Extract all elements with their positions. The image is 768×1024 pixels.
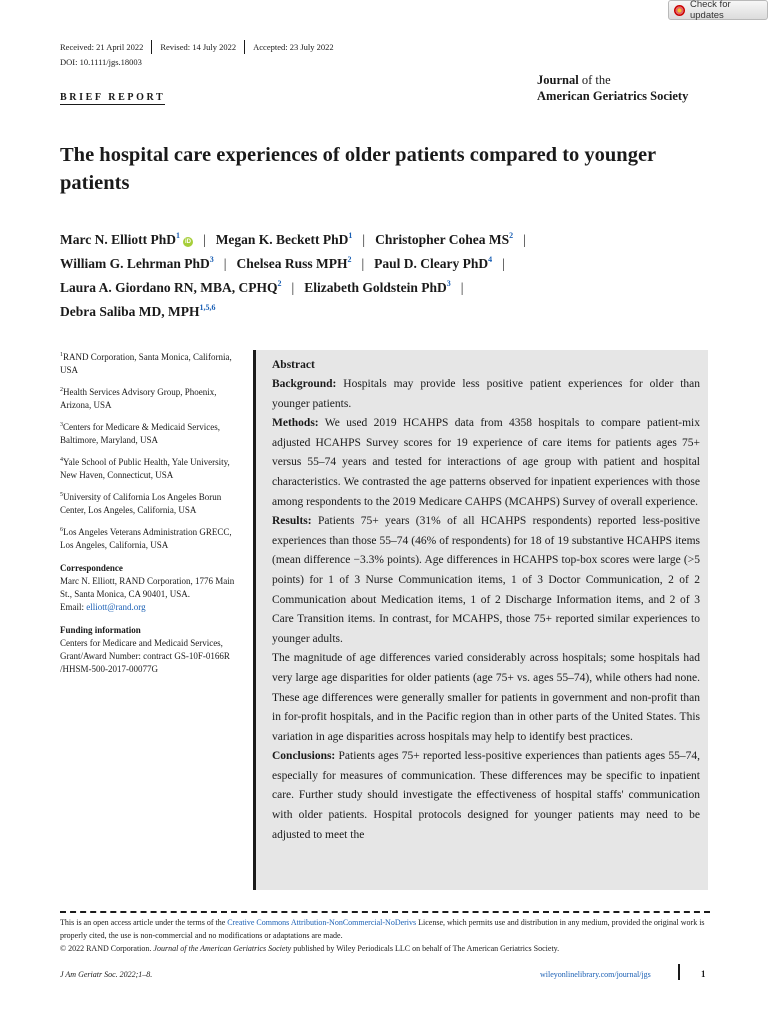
methods-text: We used 2019 HCAHPS data from 4358 hospitals to compare patient-mix adjusted HCAHPS Survey scores for 19 experience of care items for patients ages 75+ versus 55–74 years and tested for interactions of age group with patient and hospital characteristics. We contrasted the age patterns observed for inpatient experiences with those among respondents to the 2019 Medicare CAHPS (MCAHPS) Survey of overall experience.	[272, 417, 700, 508]
affiliation-text: RAND Corporation, Santa Monica, California, USA	[60, 352, 232, 375]
journal-url-link[interactable]: wileyonlinelibrary.com/journal/jgs	[540, 970, 651, 979]
journal-society: American Geriatrics Society	[537, 89, 689, 103]
journal-name	[537, 72, 688, 104]
affiliation-text: Health Services Advisory Group, Phoenix, Arizona, USA	[60, 387, 217, 410]
correspondence-address: Marc N. Elliott, RAND Corporation, 1776 Main St., Santa Monica, CA 90401, USA.	[60, 576, 235, 599]
email-label: Email:	[60, 602, 87, 612]
article-history	[60, 40, 342, 54]
revised-date: Revised: 14 July 2022	[160, 42, 237, 52]
abstract-results-continued: The magnitude of age differences varied considerably across hospitals; some hospitals had very large age disparities for older patients (age 75+ vs. ages 55–74), while others had none. These age differences were generally smaller for patients in government and non-profit than in for-profit hospitals, and in the Pacific region than in other parts of the United States. This variation in age disparities across hospitals may help to identify best practices.	[272, 652, 700, 743]
license-text-post: License, which permits use and distribution in any medium, provided the original work is properly cited, the use is non-commercial and no modifications or adaptations are made.	[60, 918, 705, 940]
abstract-conclusions	[272, 747, 700, 845]
sidebar-info	[60, 349, 245, 684]
copyright-text: © 2022 RAND Corporation.	[60, 944, 154, 953]
author-affiliation-sup[interactable]: 1	[348, 231, 353, 240]
author-affiliation-sup[interactable]: 2	[509, 231, 514, 240]
page-number: 1	[701, 969, 706, 979]
license-notice	[60, 916, 710, 955]
correspondence-heading: Correspondence	[60, 563, 123, 573]
results-label: Results:	[272, 515, 312, 528]
funding-text: Centers for Medicare and Medicaid Services, Grant/Award Number: contract GS-10F-0166R /HHSM-500-2017-00077G	[60, 638, 230, 674]
affiliation-text: Los Angeles Veterans Administration GRECC, Los Angeles, California, USA	[60, 527, 232, 550]
author-affiliation-sup[interactable]: 3	[209, 255, 214, 264]
footer-separator	[678, 964, 680, 980]
affiliation-number: 1	[60, 352, 63, 358]
affiliation	[60, 419, 245, 447]
copyright-publisher: published by Wiley Periodicals LLC on behalf of The American Geriatrics Society.	[291, 944, 560, 953]
abstract-results	[272, 512, 700, 649]
author-name[interactable]: Megan K. Beckett PhD	[215, 232, 349, 247]
affiliation-number: 5	[60, 492, 63, 498]
license-text-pre: This is an open access article under the terms of the	[60, 918, 228, 927]
author-name[interactable]: William G. Lehrman PhD	[60, 256, 210, 271]
background-label: Background:	[272, 378, 337, 390]
article-title: The hospital care experiences of older patients compared to younger patients	[60, 144, 656, 194]
license-link[interactable]: Creative Commons Attribution-NonCommercial-NoDerivs	[227, 918, 417, 927]
email-link[interactable]: elliott@rand.org	[86, 602, 146, 612]
conclusions-label: Conclusions:	[272, 750, 336, 763]
affiliation-number: 2	[60, 387, 63, 393]
author-affiliation-sup[interactable]: 3	[446, 279, 451, 288]
accepted-date: Accepted: 23 July 2022	[253, 42, 334, 52]
funding-heading: Funding information	[60, 625, 141, 635]
affiliation	[60, 454, 245, 482]
abstract-methods	[272, 414, 700, 512]
abstract-heading: Abstract	[272, 359, 315, 371]
received-date: Received: 21 April 2022	[60, 42, 144, 52]
author-affiliation-sup[interactable]: 1,5,6	[199, 303, 216, 312]
affiliation-number: 4	[60, 457, 63, 463]
journal-name-bold: Journal	[537, 73, 579, 87]
footer-citation: J Am Geriatr Soc. 2022;1–8.	[60, 970, 153, 979]
check-for-updates-button[interactable]	[668, 0, 768, 20]
background-text: Hospitals may provide less positive patient experiences for older than younger patients.	[272, 378, 700, 410]
section-label: BRIEF REPORT	[60, 92, 166, 103]
affiliation-text: University of California Los Angeles Borun Center, Los Angeles, California, USA	[60, 492, 222, 515]
correspondence-text	[60, 575, 245, 614]
abstract-background	[272, 375, 700, 414]
author-name[interactable]: Marc N. Elliott PhD	[60, 232, 176, 247]
crossmark-icon	[674, 5, 685, 16]
author-name[interactable]: Laura A. Giordano RN, MBA, CPHQ	[60, 280, 278, 295]
footer-divider	[60, 911, 710, 913]
affiliation-text: Yale School of Public Health, Yale University, New Haven, Connecticut, USA	[60, 457, 230, 480]
author-name[interactable]: Elizabeth Goldstein PhD	[304, 280, 447, 295]
check-for-updates-label: Check for updates	[689, 0, 731, 21]
author-name[interactable]: Christopher Cohea MS	[375, 232, 510, 247]
copyright-journal: Journal of the American Geriatrics Society	[153, 944, 292, 953]
author-affiliation-sup[interactable]: 1	[175, 231, 180, 240]
author-affiliation-sup[interactable]: 2	[347, 255, 352, 264]
journal-name-rest: of the	[578, 73, 611, 87]
affiliation-number: 6	[60, 527, 63, 533]
author-affiliation-sup[interactable]: 2	[277, 279, 282, 288]
doi: DOI: 10.1111/jgs.18003	[60, 57, 142, 67]
results-text: Patients 75+ years (31% of all HCAHPS respondents) reported less-positive experiences than those 55–74 (46% of respondents) for 18 of 19 substantive HCAHPS items (mean difference −3.3% points). Age differences in HCAHPS top-box scores were large (>5 points) for 1 of 3 Nurse Communication items, 1 of 3 Doctor Communication, 2 of 2 Communication about Medication items, 1 of 2 Discharge Information items, and 2 of 3 Care Transition items. In contrast, for MCAHPS, those 75+ reported similar experiences to younger adults.	[272, 515, 700, 645]
abstract-box	[253, 350, 708, 890]
affiliation	[60, 524, 245, 552]
author-name[interactable]: Chelsea Russ MPH	[236, 256, 348, 271]
methods-label: Methods:	[272, 417, 319, 430]
orcid-icon[interactable]: iD	[184, 239, 191, 245]
affiliation-text: Centers for Medicare & Medicaid Services, Baltimore, Maryland, USA	[60, 422, 220, 445]
author-name[interactable]: Debra Saliba MD, MPH	[60, 304, 200, 319]
affiliation	[60, 349, 245, 377]
affiliation	[60, 384, 245, 412]
affiliation-number: 3	[60, 422, 63, 428]
author-affiliation-sup[interactable]: 4	[488, 255, 493, 264]
affiliation	[60, 489, 245, 517]
author-list: Marc N. Elliott PhD$^1$iD | Megan K. Beckett PhD$^1$ | Christopher Cohea $MS^2$ | William G. Lehrman PhD$^3$ | Chelsea Russ MPH$^2$ | Paul D. Cleary PhD$^4$ | Laura A. Giordano RN, MBA, CPHQ$^2$ | Elizabeth Goldstein PhD$^3$ | Debra Saliba MD, MPH$^{1,5,6}$	[60, 231, 526, 319]
conclusions-text: Patients ages 75+ reported less-positive experiences than patients ages 55–74, especially for measures of communication. These differences may be specific to inpatient care. Further study should investigate the effectiveness of hospital staffs' communication with older patients. Hospital protocols designed for younger patients may need to be adjusted to meet the	[272, 750, 700, 841]
author-name[interactable]: Paul D. Cleary PhD	[374, 256, 489, 271]
